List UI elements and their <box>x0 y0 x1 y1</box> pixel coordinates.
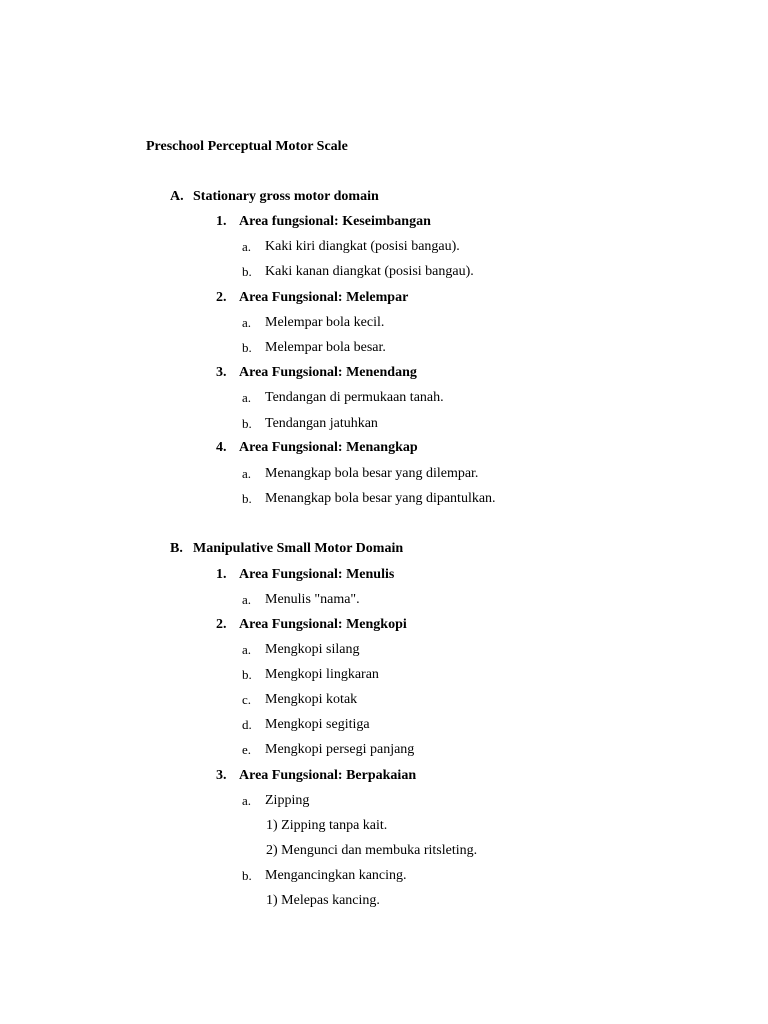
item-marker: a. <box>242 466 252 481</box>
list-item <box>242 590 360 610</box>
sub-list-item: 2) Mengunci dan membuka ritsleting. <box>266 843 478 858</box>
list-item <box>242 464 479 484</box>
list-item <box>242 640 360 660</box>
section-heading-b <box>170 539 404 559</box>
document-title: Preschool Perceptual Motor Scale <box>146 139 348 154</box>
area-heading-text: Area Fungsional: Menendang <box>239 365 417 380</box>
area-marker: 2. <box>216 617 227 632</box>
list-item <box>242 866 407 886</box>
item-text: Mengancingkan kancing. <box>265 868 407 883</box>
section-marker: A. <box>170 189 184 204</box>
area-marker: 3. <box>216 768 227 783</box>
area-marker: 1. <box>216 214 227 229</box>
area-marker: 3. <box>216 365 227 380</box>
item-marker: a. <box>242 642 252 657</box>
item-marker: c. <box>242 692 252 707</box>
item-marker: d. <box>242 717 252 732</box>
section-heading-text: Stationary gross motor domain <box>193 189 379 204</box>
item-text: Mengkopi silang <box>265 642 360 657</box>
item-marker: b. <box>242 868 252 883</box>
list-item <box>242 715 370 735</box>
area-heading-text: Area Fungsional: Mengkopi <box>239 617 407 632</box>
sub-list-item: 1) Zipping tanpa kait. <box>266 818 388 833</box>
item-text: Menangkap bola besar yang dilempar. <box>265 466 479 481</box>
item-marker: a. <box>242 390 252 405</box>
section-heading-text: Manipulative Small Motor Domain <box>193 541 404 556</box>
area-heading-text: Area Fungsional: Menulis <box>239 567 395 582</box>
item-text: Kaki kanan diangkat (posisi bangau). <box>265 264 474 279</box>
area-heading <box>216 438 418 458</box>
list-item <box>242 262 474 282</box>
area-heading <box>216 212 431 232</box>
item-marker: a. <box>242 315 252 330</box>
area-heading <box>216 766 417 786</box>
item-text: Mengkopi segitiga <box>265 717 370 732</box>
item-marker: b. <box>242 491 252 506</box>
list-item <box>242 665 379 685</box>
sub-list-item: 1) Melepas kancing. <box>266 893 380 908</box>
item-marker: b. <box>242 264 252 279</box>
item-text: Zipping <box>265 793 310 808</box>
area-heading <box>216 363 417 383</box>
list-item <box>242 414 378 434</box>
list-item <box>242 237 460 257</box>
item-text: Kaki kiri diangkat (posisi bangau). <box>265 239 460 254</box>
area-heading-text: Area Fungsional: Menangkap <box>239 440 418 455</box>
list-item <box>242 313 385 333</box>
area-heading <box>216 615 407 635</box>
item-text: Menulis "nama". <box>265 592 360 607</box>
item-marker: a. <box>242 592 252 607</box>
item-marker: b. <box>242 416 252 431</box>
item-text: Melempar bola kecil. <box>265 315 385 330</box>
list-item <box>242 489 496 509</box>
area-heading <box>216 565 395 585</box>
list-item <box>242 740 415 760</box>
item-text: Tendangan di permukaan tanah. <box>265 390 444 405</box>
area-heading-text: Area Fungsional: Berpakaian <box>239 768 417 783</box>
item-marker: b. <box>242 340 252 355</box>
item-text: Melempar bola besar. <box>265 340 386 355</box>
list-item <box>242 690 358 710</box>
item-text: Menangkap bola besar yang dipantulkan. <box>265 491 496 506</box>
area-marker: 4. <box>216 440 227 455</box>
section-marker: B. <box>170 541 183 556</box>
list-item <box>242 338 386 358</box>
area-marker: 1. <box>216 567 227 582</box>
item-text: Mengkopi persegi panjang <box>265 742 415 757</box>
item-text: Tendangan jatuhkan <box>265 416 378 431</box>
item-marker: e. <box>242 742 252 757</box>
item-marker: a. <box>242 239 252 254</box>
area-heading <box>216 288 409 308</box>
item-marker: b. <box>242 667 252 682</box>
list-item <box>242 388 444 408</box>
area-heading-text: Area Fungsional: Melempar <box>239 290 409 305</box>
area-heading-text: Area fungsional: Keseimbangan <box>239 214 431 229</box>
section-heading-a <box>170 187 379 207</box>
item-text: Mengkopi kotak <box>265 692 358 707</box>
list-item <box>242 791 310 811</box>
item-marker: a. <box>242 793 252 808</box>
area-marker: 2. <box>216 290 227 305</box>
item-text: Mengkopi lingkaran <box>265 667 379 682</box>
